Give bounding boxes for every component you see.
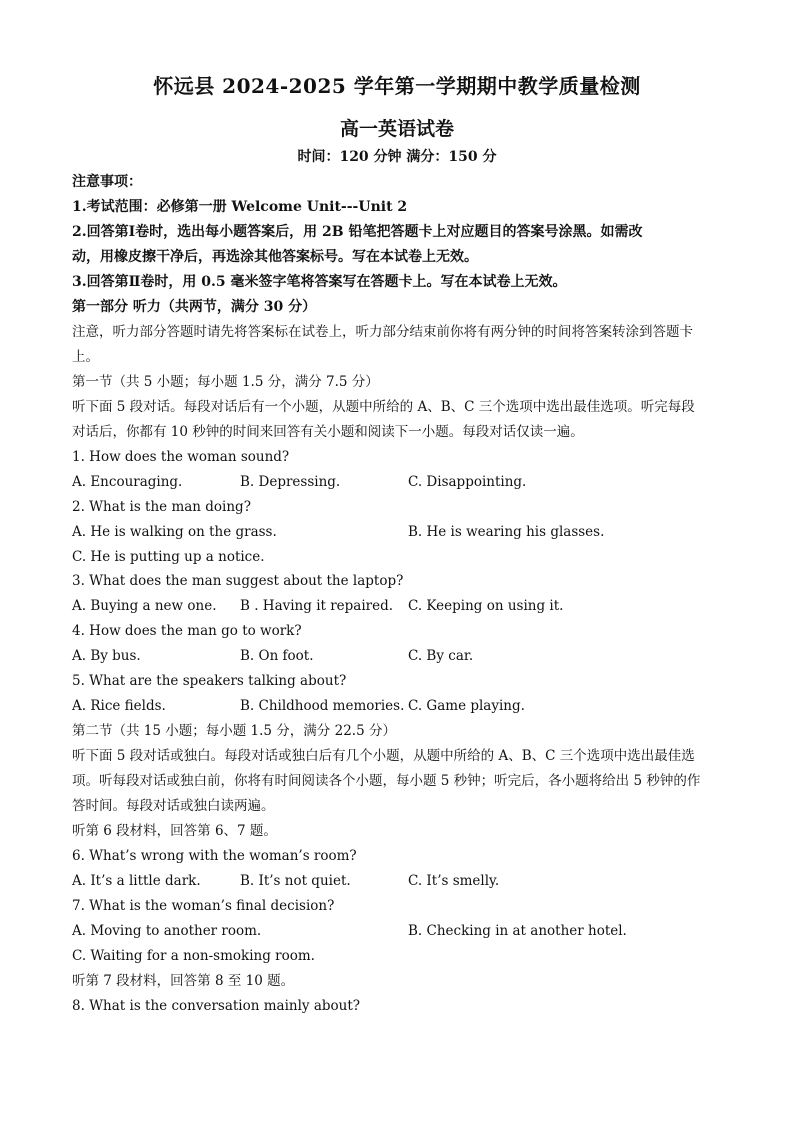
notice-item-3: 3.回答第Ⅱ卷时，用 0.5 毫米签字笔将答案写在答题卡上。写在本试卷上无效。 [72,274,567,290]
material-7-heading: 听第 7 段材料，回答第 8 至 10 题。 [72,973,295,989]
part1-note: 注意，听力部分答题时请先将答案标在试卷上，听力部分结束前你将有两分钟的时间将答案转涂到答题卡 [72,324,693,340]
option-c: C. It’s smelly. [408,873,500,889]
question-1: 1. How does the woman sound? [72,449,290,465]
notice-heading: 注意事项： [72,174,142,190]
option-c: C. Disappointing. [408,474,527,490]
option-a: A. Moving to another room. [72,923,262,939]
question-4: 4. How does the man go to work? [72,623,302,639]
exam-title: 怀远县 2024-2025 学年第一学期期中教学质量检测 [153,74,641,98]
notice-item-1: 1.考试范围：必修第一册 Welcome Unit---Unit 2 [72,199,408,215]
option-b: B. He is wearing his glasses. [408,524,605,540]
option-b: B. On foot. [240,648,314,664]
exam-time-score: 时间：120 分钟 满分：150 分 [297,149,497,165]
question-7: 7. What is the woman’s final decision? [72,898,335,914]
option-a: A. He is walking on the grass. [72,524,277,540]
option-b: B. Checking in at another hotel. [408,923,627,939]
option-b: B. Childhood memories. [240,698,405,714]
question-3: 3. What does the man suggest about the laptop? [72,573,404,589]
question-2: 2. What is the man doing? [72,499,251,515]
notice-item-2: 2.回答第Ⅰ卷时，选出每小题答案后，用 2B 铅笔把答题卡上对应题目的答案号涂黑。如需改 [72,224,643,240]
material-6-heading: 听第 6 段材料，回答第 6、7 题。 [72,823,277,839]
option-b: B. It’s not quiet. [240,873,351,889]
section1-instructions: 听下面 5 段对话。每段对话后有一个小题，从题中所给的 A、B、C 三个选项中选出最佳选项。听完每段 [72,399,695,415]
option-b: B . Having it repaired. [240,598,394,614]
section2-instructions-cont: 项。听每段对话或独白前，你将有时间阅读各个小题，每小题 5 秒钟；听完后，各小题将给出 5 秒钟的作 [72,773,701,789]
option-c: C. Waiting for a non-smoking room. [72,948,315,964]
section1-heading: 第一节（共 5 小题；每小题 1.5 分，满分 7.5 分） [72,374,379,390]
question-5: 5. What are the speakers talking about? [72,673,347,689]
option-c: C. He is putting up a notice. [72,549,265,565]
section2-heading: 第二节（共 15 小题；每小题 1.5 分，满分 22.5 分） [72,723,396,739]
option-c: C. Keeping on using it. [408,598,564,614]
part1-note-cont: 上。 [72,349,99,365]
section2-instructions-cont-2: 答时间。每段对话或独白读两遍。 [72,798,275,814]
question-8: 8. What is the conversation mainly about? [72,998,361,1014]
section2-instructions: 听下面 5 段对话或独白。每段对话或独白后有几个小题，从题中所给的 A、B、C 三个选项中选出最佳选 [72,748,695,764]
option-a: A. By bus. [72,648,141,664]
option-b: B. Depressing. [240,474,341,490]
question-6: 6. What’s wrong with the woman’s room? [72,848,357,864]
exam-subtitle: 高一英语试卷 [339,118,454,140]
option-a: A. Rice fields. [72,698,166,714]
option-a: A. It’s a little dark. [72,873,201,889]
part1-heading: 第一部分 听力（共两节，满分 30 分） [72,299,317,315]
section1-instructions-cont: 对话后，你都有 10 秒钟的时间来回答有关小题和阅读下一小题。每段对话仅读一遍。 [72,424,584,440]
option-c: C. Game playing. [408,698,525,714]
option-c: C. By car. [408,648,474,664]
notice-item-2-cont: 动，用橡皮擦干净后，再选涂其他答案标号。写在本试卷上无效。 [72,249,478,265]
option-a: A. Buying a new one. [72,598,217,614]
option-a: A. Encouraging. [72,474,183,490]
